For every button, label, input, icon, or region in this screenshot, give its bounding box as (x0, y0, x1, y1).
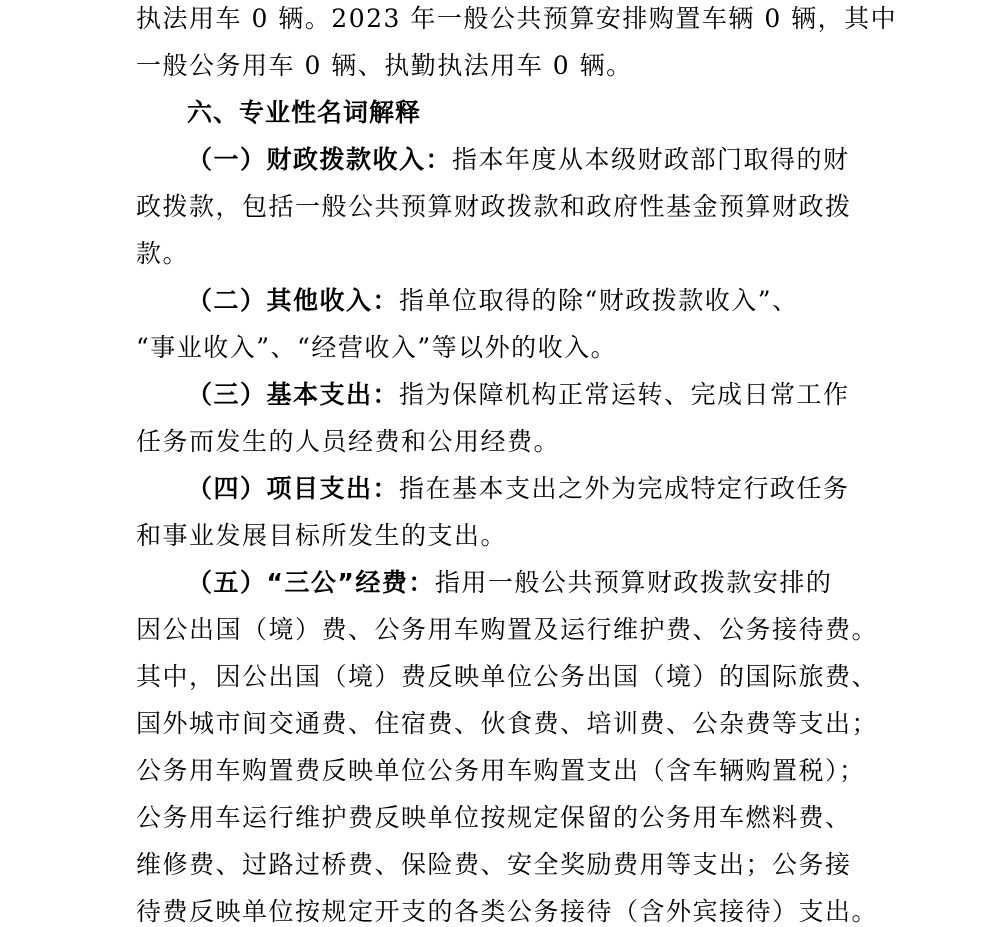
term-definition: 指本年度从本级财政部门取得的财 (452, 145, 850, 174)
paragraph-line: 公务用车购置费反映单位公务用车购置支出（含车辆购置税）； (136, 756, 866, 785)
paragraph-line: 任务而发生的人员经费和公用经费。 (136, 427, 561, 456)
term-definition: 指为保障机构正常运转、完成日常工作 (399, 380, 850, 409)
term-definition: 指单位取得的除“财政拨款收入”、 (399, 286, 799, 315)
term-label: （四）项目支出： (187, 474, 400, 503)
paragraph-line: 国外城市间交通费、住宿费、伙食费、培训费、公杂费等支出； (136, 709, 879, 738)
paragraph-line: 和事业发展目标所发生的支出。 (136, 521, 508, 550)
term-definition: 指在基本支出之外为完成特定行政任务 (399, 474, 850, 503)
paragraph-line: 待费反映单位按规定开支的各类公务接待（含外宾接待）支出。 (136, 897, 879, 926)
term-paragraph-first-line (187, 380, 850, 410)
term-label: （二）其他收入： (187, 286, 400, 315)
term-paragraph-first-line (187, 474, 850, 504)
paragraph-line: 政拨款，包括一般公共预算财政拨款和政府性基金预算财政拨 (136, 192, 852, 221)
term-paragraph-first-line (187, 145, 850, 175)
paragraph-line: 其中，因公出国（境）费反映单位公务出国（境）的国际旅费、 (136, 662, 879, 691)
term-label: （五）“三公”经费： (187, 568, 435, 597)
section-heading: 六、专业性名词解释 (187, 98, 422, 127)
term-definition: 指用一般公共预算财政拨款安排的 (434, 568, 833, 597)
term-paragraph-first-line (187, 286, 799, 316)
intro-line-2: 一般公务用车 0 辆、执勤执法用车 0 辆。 (136, 51, 633, 80)
term-label: （一）财政拨款收入： (187, 145, 453, 174)
paragraph-line: “事业收入”、“经营收入”等以外的收入。 (136, 333, 618, 362)
intro-line-1: 执法用车 0 辆。2023 年一般公共预算安排购置车辆 0 辆，其中 (136, 4, 898, 33)
paragraph-line: 公务用车运行维护费反映单位按规定保留的公务用车燃料费、 (136, 803, 852, 832)
paragraph-line: 因公出国（境）费、公务用车购置及运行维护费、公务接待费。 (136, 615, 879, 644)
term-label: （三）基本支出： (187, 380, 400, 409)
paragraph-line: 款。 (136, 239, 190, 268)
term-paragraph-first-line (187, 568, 832, 598)
paragraph-line: 维修费、过路过桥费、保险费、安全奖励费用等支出；公务接 (136, 850, 852, 879)
